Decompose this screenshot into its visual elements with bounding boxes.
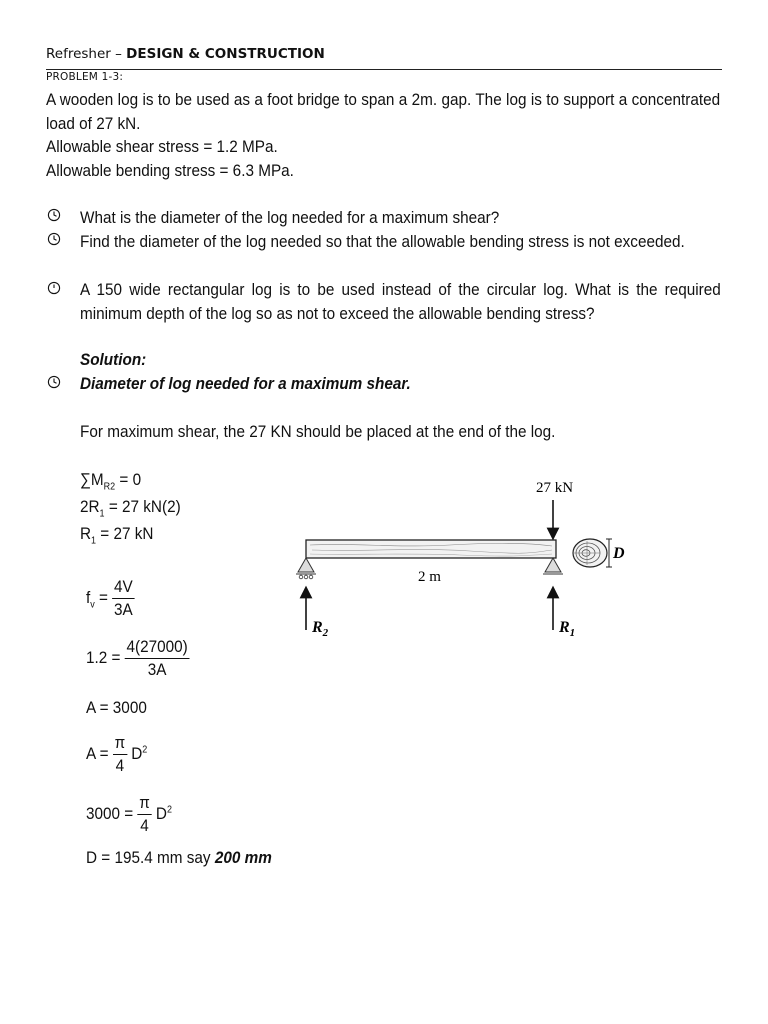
reaction-r2-label: $R_2$ [312, 619, 329, 639]
solution-intro: For maximum shear, the 27 KN should be placed at the end of the log. [80, 422, 556, 441]
solution-item-title: Diameter of log needed for a maximum shear. [80, 374, 411, 393]
question-1: What is the diameter of the log needed for a maximum shear? [80, 208, 500, 227]
statement-line: Allowable bending stress = 6.3 MPa. [46, 160, 294, 180]
problem-label: PROBLEM 1-3: [46, 71, 124, 83]
equation-reaction: $R_1 = 27$ kN [80, 524, 154, 547]
equation-area-result: A = 3000 [86, 698, 147, 717]
wooden-log-beam [306, 540, 556, 558]
equation-moment: $2R_1 = 27$ kN(2) [80, 497, 181, 520]
equation-moment-sum: $\sum M_{R2} = 0$ [80, 470, 142, 493]
diameter-result: D = 195.4 mm say 200 mm [86, 848, 272, 867]
problem-statement [46, 88, 720, 182]
document-header [46, 46, 325, 62]
clock-bullet-icon [47, 208, 61, 222]
statement-line: Allowable shear stress = 1.2 MPa. [46, 137, 278, 156]
header-prefix: Refresher – [46, 46, 127, 62]
equation-area-formula: A = $\frac{\pi}{4}$ $D^2$ [86, 733, 148, 775]
question-2: Find the diameter of the log needed so that the allowable bending stress is not exceeded. [80, 232, 685, 251]
clock-bullet-icon [47, 375, 61, 389]
equation-shear-substitution: 1.2 = $\frac{4(27000)}{3A}$ [86, 637, 188, 679]
span-label: 2 m [418, 569, 441, 585]
solution-heading: Solution: [80, 350, 147, 369]
beam-diagram [290, 470, 640, 645]
header-rule [46, 69, 722, 70]
clock-bullet-icon [47, 232, 61, 246]
log-cross-section [573, 539, 612, 567]
final-answer: 200 mm [214, 848, 272, 867]
diameter-label: D [613, 545, 625, 562]
reaction-r1-label: $R_1$ [559, 619, 576, 639]
question-3: A 150 wide rectangular log is to be used instead of the circular log. What is the required minimum depth of the log so as not to exceed the allowable bending stress? [80, 280, 721, 323]
right-pin-support [543, 558, 563, 574]
equation-area-substitution: 3000 = $\frac{\pi}{4}$ $D^2$ [86, 793, 172, 835]
left-pin-support [296, 558, 316, 579]
clock-bullet-icon [47, 281, 61, 295]
statement-line: A wooden log is to be used as a foot bridge to span a 2m. gap. The log is to support a concentrated load of 27 kN. [46, 90, 721, 133]
equation-shear-stress-formula: $f_v$ = $\frac{4V}{3A}$ [86, 577, 133, 619]
header-title: DESIGN & CONSTRUCTION [126, 46, 325, 62]
load-label: 27 kN [536, 480, 574, 496]
